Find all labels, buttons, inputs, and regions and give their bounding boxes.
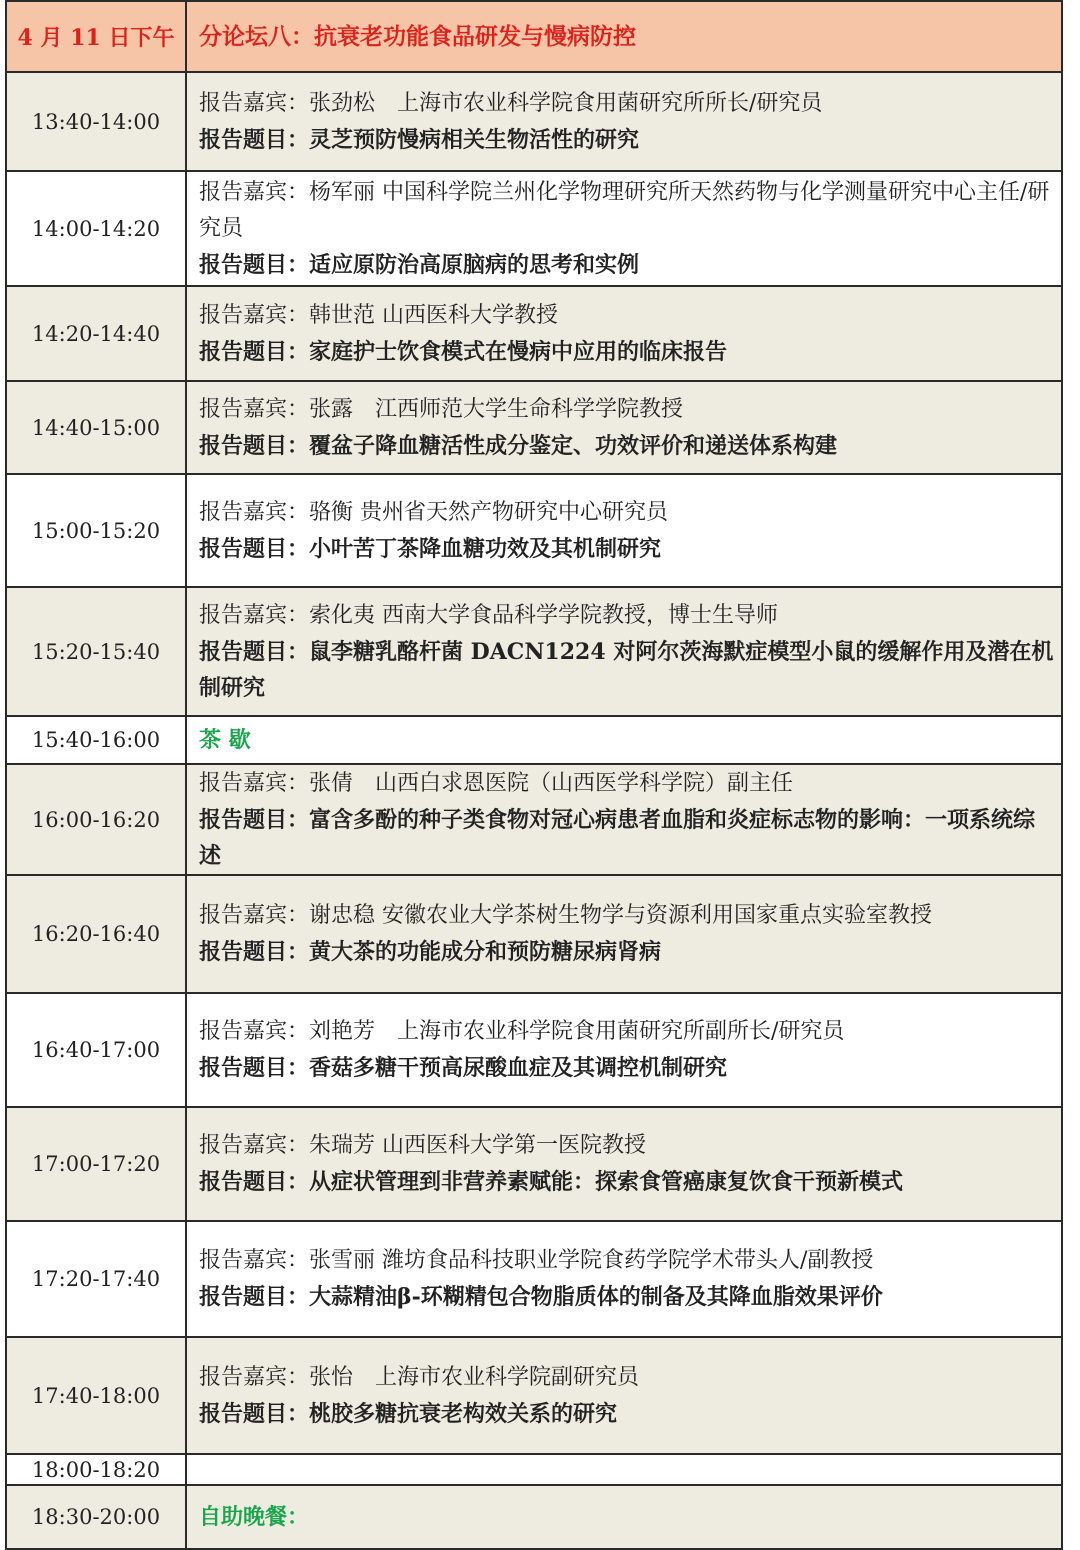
report-title: 报告题目：小叶苦丁茶降血糖功效及其机制研究 xyxy=(199,535,662,562)
table-row xyxy=(6,1337,1062,1454)
session-cell xyxy=(186,1485,1062,1549)
table-row xyxy=(6,1485,1062,1549)
session-cell xyxy=(186,764,1062,875)
time-slot: 15:40-16:00 xyxy=(6,716,186,764)
forum-title: 分论坛八：抗衰老功能食品研发与慢病防控 xyxy=(186,1,1062,72)
dinner-label: 自助晚餐： xyxy=(199,1503,310,1530)
table-row xyxy=(6,474,1062,587)
report-title: 报告题目：桃胶多糖抗衰老构效关系的研究 xyxy=(199,1400,618,1427)
table-row xyxy=(6,875,1062,993)
schedule-table xyxy=(5,0,1063,1550)
session-cell xyxy=(186,1107,1062,1221)
speaker-line: 报告嘉宾：张露 江西师范大学生命科学学院教授 xyxy=(199,396,684,422)
tea-break-label: 茶 歇 xyxy=(199,726,251,753)
time-slot: 14:20-14:40 xyxy=(6,286,186,381)
header-row xyxy=(6,1,1062,72)
time-slot: 16:40-17:00 xyxy=(6,993,186,1107)
table-row xyxy=(6,171,1062,286)
speaker-line: 报告嘉宾：张雪丽 潍坊食品科技职业学院食药学院学术带头人/副教授 xyxy=(199,1248,874,1273)
time-slot: 14:00-14:20 xyxy=(6,171,186,286)
table-row xyxy=(6,286,1062,381)
table-row xyxy=(6,1454,1062,1485)
time-slot: 15:20-15:40 xyxy=(6,587,186,716)
table-row xyxy=(6,587,1062,716)
session-cell xyxy=(186,171,1062,286)
session-cell xyxy=(186,72,1062,171)
report-title: 报告题目：从症状管理到非营养素赋能：探索食管癌康复饮食干预新模式 xyxy=(199,1169,904,1195)
time-slot: 17:20-17:40 xyxy=(6,1221,186,1337)
empty-cell xyxy=(186,1454,1062,1485)
speaker-line: 报告嘉宾：张倩 山西白求恩医院（山西医学科学院）副主任 xyxy=(199,770,794,796)
speaker-line: 报告嘉宾：张怡 上海市农业科学院副研究员 xyxy=(199,1364,640,1390)
speaker-line: 报告嘉宾：张劲松 上海市农业科学院食用菌研究所所长/研究员 xyxy=(199,90,823,116)
time-slot: 13:40-14:00 xyxy=(6,72,186,171)
time-slot: 17:00-17:20 xyxy=(6,1107,186,1221)
report-title: 报告题目：覆盆子降血糖活性成分鉴定、功效评价和递送体系构建 xyxy=(199,432,838,459)
session-date: 4 月 11 日下午 xyxy=(6,1,186,72)
table-row xyxy=(6,381,1062,474)
report-title: 报告题目：家庭护士饮食模式在慢病中应用的临床报告 xyxy=(199,338,728,365)
speaker-line: 报告嘉宾：韩世范 山西医科大学教授 xyxy=(199,302,558,328)
session-cell xyxy=(186,474,1062,587)
report-title: 报告题目：鼠李糖乳酪杆菌 DACN1224 对阿尔茨海默症模型小鼠的缓解作用及潜在机制研究 xyxy=(199,638,1054,701)
table-row xyxy=(6,1107,1062,1221)
time-slot: 16:00-16:20 xyxy=(6,764,186,875)
break-row xyxy=(6,716,1062,764)
session-cell xyxy=(186,587,1062,716)
table-row xyxy=(6,993,1062,1107)
session-cell xyxy=(186,1337,1062,1454)
speaker-line: 报告嘉宾：朱瑞芳 山西医科大学第一医院教授 xyxy=(199,1133,646,1158)
time-slot: 16:20-16:40 xyxy=(6,875,186,993)
time-slot: 18:30-20:00 xyxy=(6,1485,186,1549)
report-title: 报告题目：灵芝预防慢病相关生物活性的研究 xyxy=(199,126,640,153)
report-title: 报告题目：大蒜精油β-环糊精包合物脂质体的制备及其降血脂效果评价 xyxy=(199,1284,883,1310)
speaker-line: 报告嘉宾：骆衡 贵州省天然产物研究中心研究员 xyxy=(199,499,668,525)
report-title: 报告题目：香菇多糖干预高尿酸血症及其调控机制研究 xyxy=(199,1055,728,1081)
speaker-line: 报告嘉宾：杨军丽 中国科学院兰州化学物理研究所天然药物与化学测量研究中心主任/研究员 xyxy=(199,179,1050,241)
time-slot: 18:00-18:20 xyxy=(6,1454,186,1485)
session-cell xyxy=(186,286,1062,381)
session-cell xyxy=(186,875,1062,993)
session-cell xyxy=(186,716,1062,764)
table-row xyxy=(6,72,1062,171)
report-title: 报告题目：黄大茶的功能成分和预防糖尿病肾病 xyxy=(199,939,662,965)
speaker-line: 报告嘉宾：谢忠稳 安徽农业大学茶树生物学与资源利用国家重点实验室教授 xyxy=(199,903,932,928)
time-slot: 15:00-15:20 xyxy=(6,474,186,587)
session-cell xyxy=(186,993,1062,1107)
speaker-line: 报告嘉宾：刘艳芳 上海市农业科学院食用菌研究所副所长/研究员 xyxy=(199,1019,845,1044)
session-cell xyxy=(186,1221,1062,1337)
report-title: 报告题目：适应原防治高原脑病的思考和实例 xyxy=(199,251,640,278)
speaker-line: 报告嘉宾：索化夷 西南大学食品科学学院教授，博士生导师 xyxy=(199,602,778,628)
session-cell xyxy=(186,381,1062,474)
table-row xyxy=(6,764,1062,875)
time-slot: 17:40-18:00 xyxy=(6,1337,186,1454)
time-slot: 14:40-15:00 xyxy=(6,381,186,474)
table-row xyxy=(6,1221,1062,1337)
report-title: 报告题目：富含多酚的种子类食物对冠心病患者血脂和炎症标志物的影响：一项系统综述 xyxy=(199,806,1036,869)
